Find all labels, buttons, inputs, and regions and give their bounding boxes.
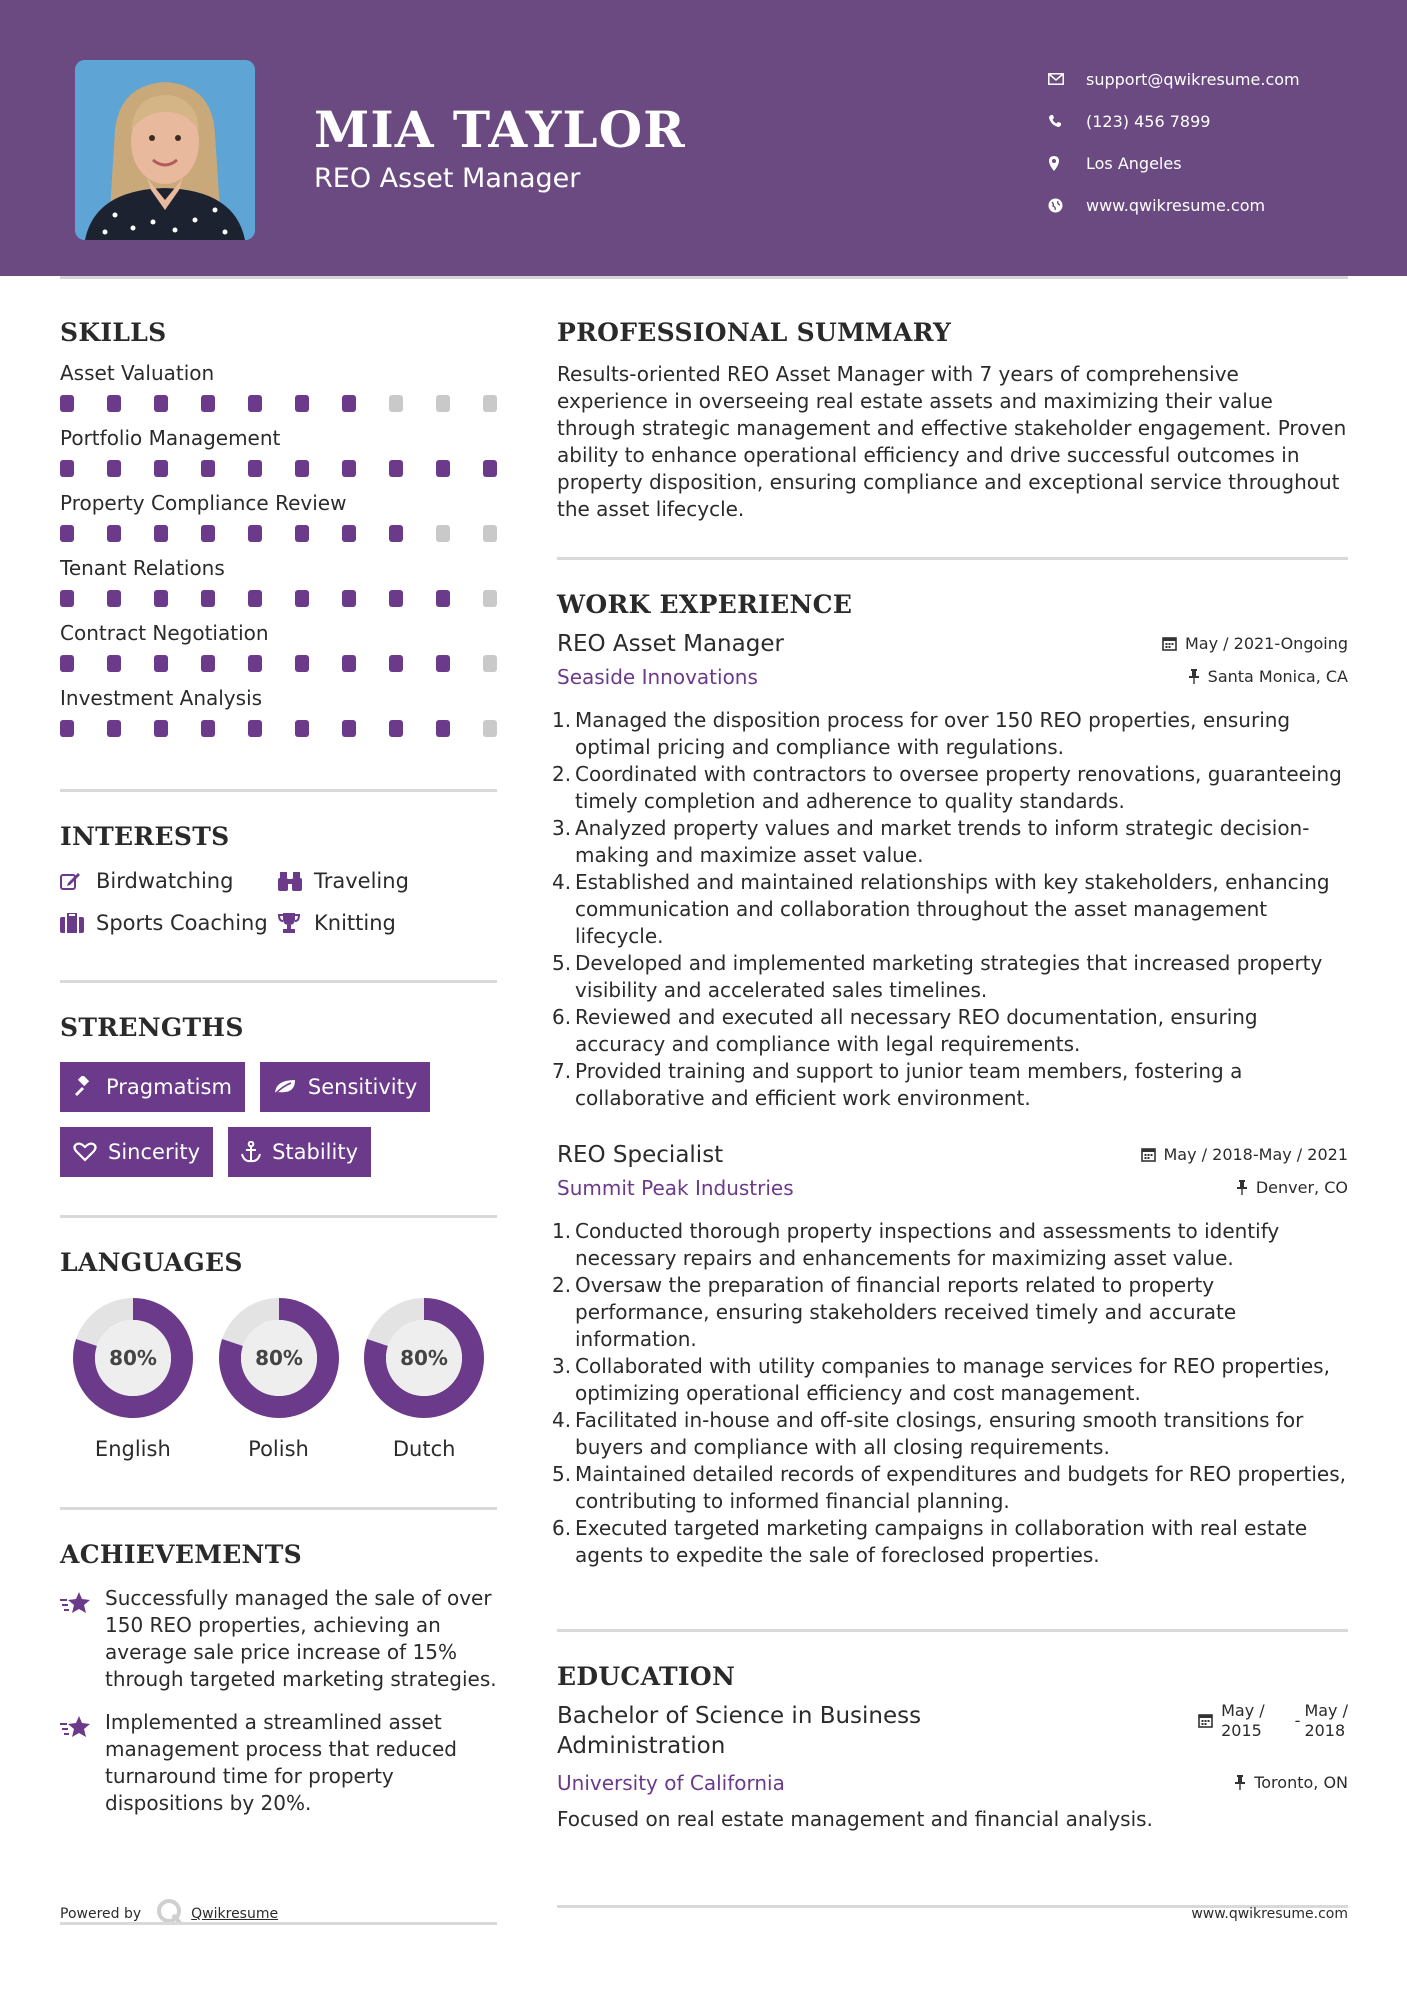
right-column bbox=[552, 318, 1348, 1831]
footer-url[interactable]: www.qwikresume.com bbox=[1191, 1906, 1348, 1922]
candidate-name: MIA TAYLOR bbox=[314, 100, 686, 159]
skill-name: Property Compliance Review bbox=[60, 491, 347, 515]
job-location-text: Santa Monica, CA bbox=[1207, 667, 1348, 686]
job-dates bbox=[1162, 634, 1348, 653]
skill-dot-filled bbox=[295, 460, 309, 477]
calendar-icon bbox=[1198, 1713, 1213, 1728]
skill-item bbox=[60, 361, 497, 412]
skill-item bbox=[60, 621, 497, 672]
header-divider bbox=[60, 276, 1348, 279]
job-title: REO Specialist bbox=[557, 1142, 724, 1168]
skills-list bbox=[60, 361, 497, 737]
language-name: Polish bbox=[248, 1437, 309, 1461]
contact-phone-text: (123) 456 7899 bbox=[1086, 111, 1211, 131]
list-item: 3. Collaborated with utility companies to manage services for REO properties, optimizing operational efficiency and cost management. bbox=[552, 1354, 1330, 1405]
company-name: Summit Peak Industries bbox=[557, 1176, 794, 1200]
summary-text: Results-oriented REO Asset Manager with 7 years of comprehensive experience in overseeing real estate assets and maximizing their value through strategic management and effective stakeholder engagement. Proven ability to enhance operational efficiency and drive successful outcomes in property disposition, ensuring compliance and exceptional service throughout the asset lifecycle. bbox=[557, 362, 1347, 521]
skill-dot-filled bbox=[248, 525, 262, 542]
list-item: 1. Conducted thorough property inspections and assessments to identify necessary repairs and enhancements for maximizing asset value. bbox=[552, 1219, 1280, 1270]
skill-name: Investment Analysis bbox=[60, 686, 263, 710]
pushpin-icon bbox=[1188, 669, 1200, 684]
calendar-icon bbox=[1141, 1147, 1156, 1162]
language-name: Dutch bbox=[392, 1437, 456, 1461]
job-dates bbox=[1141, 1145, 1349, 1164]
list-item: 4. Established and maintained relationships with key stakeholders, enhancing communication and collaboration throughout the asset management lifecycle. bbox=[552, 870, 1330, 948]
skill-dot-empty bbox=[436, 525, 450, 542]
skill-dot-filled bbox=[60, 590, 74, 607]
strength-tag bbox=[260, 1062, 430, 1112]
language-item bbox=[206, 1297, 352, 1461]
skill-dot-empty bbox=[483, 525, 497, 542]
strength-tag bbox=[60, 1062, 245, 1112]
list-item: 5. Developed and implemented marketing strategies that increased property visibility and accelerated sales timelines. bbox=[552, 951, 1323, 1002]
list-item: 7. Provided training and support to junior team members, fostering a collaborative and efficient work environment. bbox=[552, 1059, 1243, 1110]
education-entry bbox=[557, 1701, 1348, 1761]
skill-name: Asset Valuation bbox=[60, 361, 215, 385]
interest-label: Traveling bbox=[314, 869, 409, 893]
skill-dot-filled bbox=[248, 655, 262, 672]
achievement-item bbox=[60, 1709, 497, 1817]
company-name: Seaside Innovations bbox=[557, 665, 758, 689]
trophy-icon bbox=[278, 912, 314, 934]
qwikresume-link[interactable]: Qwikresume bbox=[191, 1906, 279, 1922]
skill-item bbox=[60, 491, 497, 542]
skill-dot-filled bbox=[295, 720, 309, 737]
list-item: 5. Maintained detailed records of expenditures and budgets for REO properties, contributing to informed financial planning. bbox=[552, 1462, 1346, 1513]
list-item: 1. Managed the disposition process for over 150 REO properties, ensuring optimal pricing and compliance with regulations. bbox=[552, 708, 1291, 759]
achievements-title: ACHIEVEMENTS bbox=[60, 1540, 302, 1569]
skill-dot-filled bbox=[154, 720, 168, 737]
skill-dot-filled bbox=[107, 395, 121, 412]
interest-label: Birdwatching bbox=[96, 869, 234, 893]
skill-dot-filled bbox=[295, 590, 309, 607]
language-name: English bbox=[94, 1437, 171, 1461]
skill-item bbox=[60, 686, 497, 737]
skill-item bbox=[60, 426, 497, 477]
footer-divider-left bbox=[60, 1922, 497, 1925]
school-location: Toronto, ON bbox=[1234, 1773, 1348, 1792]
resume-header bbox=[0, 0, 1407, 276]
skill-item bbox=[60, 556, 497, 607]
envelope-icon bbox=[1048, 73, 1086, 85]
job-responsibilities bbox=[552, 707, 1348, 1112]
strengths-list bbox=[60, 1062, 497, 1177]
skill-dot-filled bbox=[389, 525, 403, 542]
degree-name: Bachelor of Science in Business Administration bbox=[557, 1703, 922, 1759]
skill-dot-filled bbox=[107, 460, 121, 477]
leaf-icon bbox=[273, 1078, 297, 1096]
star-icon bbox=[60, 1585, 105, 1693]
skill-dot-filled bbox=[60, 655, 74, 672]
skill-dot-empty bbox=[483, 395, 497, 412]
skill-dot-filled bbox=[60, 460, 74, 477]
heart-icon bbox=[73, 1142, 97, 1162]
language-item bbox=[60, 1297, 206, 1461]
skill-dot-filled bbox=[389, 590, 403, 607]
skill-dot-filled bbox=[201, 525, 215, 542]
divider bbox=[60, 789, 497, 792]
skill-dot-filled bbox=[154, 395, 168, 412]
divider bbox=[557, 557, 1348, 560]
skill-dot-filled bbox=[60, 525, 74, 542]
skill-dot-filled bbox=[342, 525, 356, 542]
skill-dot-filled bbox=[248, 720, 262, 737]
contact-phone[interactable] bbox=[1048, 100, 1300, 142]
skill-dot-filled bbox=[201, 720, 215, 737]
interest-item bbox=[60, 869, 278, 893]
language-item bbox=[351, 1297, 497, 1461]
skill-dot-filled bbox=[483, 460, 497, 477]
skill-dot-filled bbox=[107, 590, 121, 607]
job-location bbox=[1188, 667, 1348, 686]
svg-text:80%: 80% bbox=[108, 1346, 157, 1370]
achievement-text: Implemented a streamlined asset management process that reduced turnaround time for property dispositions by 20%. bbox=[105, 1710, 457, 1815]
skill-dot-empty bbox=[483, 590, 497, 607]
education-dates: May / 2015 - May / 2018 bbox=[1198, 1701, 1348, 1761]
job-dates-text: May / 2021-Ongoing bbox=[1185, 634, 1348, 653]
divider bbox=[60, 1507, 497, 1510]
list-item: 2. Oversaw the preparation of financial reports related to property performance, ensuring stakeholders received timely and accurate information. bbox=[552, 1273, 1237, 1351]
skill-dot-filled bbox=[107, 655, 121, 672]
skill-dot-filled bbox=[342, 590, 356, 607]
job-location bbox=[1236, 1178, 1348, 1197]
languages-list bbox=[60, 1297, 497, 1461]
skill-dot-empty bbox=[389, 395, 403, 412]
language-ring bbox=[72, 1297, 194, 1419]
skill-dot-filled bbox=[248, 590, 262, 607]
skill-dot-filled bbox=[60, 395, 74, 412]
job-responsibilities bbox=[552, 1218, 1348, 1569]
list-item: 2. Coordinated with contractors to oversee property renovations, guaranteeing timely completion and adherence to quality standards. bbox=[552, 762, 1342, 813]
interest-item bbox=[278, 869, 497, 893]
interest-item bbox=[278, 911, 497, 935]
job-entry bbox=[552, 631, 1348, 1112]
interest-item bbox=[60, 911, 278, 935]
list-item: 6. Executed targeted marketing campaigns in collaboration with real estate agents to expedite the sale of foreclosed properties. bbox=[552, 1516, 1308, 1567]
calendar-icon bbox=[1162, 636, 1177, 651]
strengths-title: STRENGTHS bbox=[60, 1013, 244, 1042]
phone-icon bbox=[1048, 114, 1086, 128]
strength-label: Sincerity bbox=[108, 1140, 201, 1164]
skill-name: Contract Negotiation bbox=[60, 621, 269, 645]
skill-dot-empty bbox=[436, 395, 450, 412]
job-location-text: Denver, CO bbox=[1255, 1178, 1348, 1197]
interests-title: INTERESTS bbox=[60, 822, 230, 851]
svg-text:80%: 80% bbox=[254, 1346, 303, 1370]
contact-location bbox=[1048, 142, 1300, 184]
job-dates-text: May / 2018-May / 2021 bbox=[1163, 1145, 1348, 1164]
divider bbox=[557, 1629, 1348, 1632]
skill-dot-filled bbox=[107, 525, 121, 542]
skills-title: SKILLS bbox=[60, 318, 167, 347]
skill-dot-filled bbox=[201, 655, 215, 672]
globe-icon bbox=[1048, 198, 1086, 213]
summary-title: PROFESSIONAL SUMMARY bbox=[557, 318, 952, 347]
skill-dot-filled bbox=[436, 460, 450, 477]
binoculars-icon bbox=[278, 870, 314, 892]
contact-website-text: www.qwikresume.com bbox=[1086, 195, 1266, 215]
interest-label: Sports Coaching bbox=[96, 911, 268, 935]
job-entry bbox=[552, 1142, 1348, 1569]
skill-level-dots bbox=[60, 655, 497, 672]
skill-dot-filled bbox=[107, 720, 121, 737]
strength-label: Stability bbox=[272, 1140, 359, 1164]
job-title: REO Asset Manager bbox=[557, 631, 784, 657]
languages-title: LANGUAGES bbox=[60, 1248, 243, 1277]
strength-label: Sensitivity bbox=[307, 1075, 418, 1099]
map-pin-icon bbox=[1048, 156, 1086, 171]
list-item: 3. Analyzed property values and market trends to inform strategic decision-making and maximize asset value. bbox=[552, 816, 1310, 867]
contact-email[interactable] bbox=[1048, 58, 1300, 100]
list-item: 6. Reviewed and executed all necessary REO documentation, ensuring accuracy and compliance with legal requirements. bbox=[552, 1005, 1258, 1056]
experience-title: WORK EXPERIENCE bbox=[557, 590, 853, 619]
star-icon bbox=[60, 1709, 105, 1817]
skill-dot-filled bbox=[342, 720, 356, 737]
contact-website[interactable] bbox=[1048, 184, 1300, 226]
skill-level-dots bbox=[60, 590, 497, 607]
skill-dot-filled bbox=[201, 460, 215, 477]
language-ring bbox=[218, 1297, 340, 1419]
skill-dot-filled bbox=[342, 460, 356, 477]
skill-level-dots bbox=[60, 720, 497, 737]
skill-level-dots bbox=[60, 525, 497, 542]
skill-dot-filled bbox=[436, 590, 450, 607]
strength-tag bbox=[228, 1127, 371, 1177]
achievement-text: Successfully managed the sale of over 150 REO properties, achieving an average sale price increase of 15% through targeted marketing strategies. bbox=[105, 1586, 497, 1691]
skill-dot-filled bbox=[201, 395, 215, 412]
skill-dot-filled bbox=[295, 395, 309, 412]
candidate-role: REO Asset Manager bbox=[314, 163, 581, 194]
school-name: University of California bbox=[557, 1771, 785, 1795]
skill-dot-filled bbox=[389, 460, 403, 477]
interest-label: Knitting bbox=[314, 911, 396, 935]
svg-text:80%: 80% bbox=[400, 1346, 449, 1370]
contact-location-text: Los Angeles bbox=[1086, 153, 1182, 173]
skill-dot-filled bbox=[342, 395, 356, 412]
contact-email-text: support@qwikresume.com bbox=[1086, 69, 1300, 89]
list-item: 4. Facilitated in-house and off-site closings, ensuring smooth transitions for buyers and compliance with all closing requirements. bbox=[552, 1408, 1304, 1459]
skill-dot-filled bbox=[295, 525, 309, 542]
interests-list bbox=[60, 869, 497, 935]
skill-level-dots bbox=[60, 395, 497, 412]
qwikresume-logo-icon bbox=[155, 1897, 185, 1931]
skill-dot-empty bbox=[483, 720, 497, 737]
skill-dot-filled bbox=[342, 655, 356, 672]
suitcase-icon bbox=[60, 913, 96, 933]
language-ring bbox=[363, 1297, 485, 1419]
left-column bbox=[60, 318, 497, 1817]
divider bbox=[60, 1215, 497, 1218]
powered-by-text: Powered by bbox=[60, 1906, 142, 1922]
skill-dot-filled bbox=[295, 655, 309, 672]
skill-level-dots bbox=[60, 460, 497, 477]
contact-list bbox=[1048, 58, 1300, 226]
strength-tag bbox=[60, 1127, 213, 1177]
edit-icon bbox=[60, 871, 96, 891]
skill-dot-empty bbox=[483, 655, 497, 672]
skill-dot-filled bbox=[389, 720, 403, 737]
skill-dot-filled bbox=[248, 395, 262, 412]
powered-by bbox=[60, 1897, 278, 1931]
education-description: Focused on real estate management and financial analysis. bbox=[557, 1807, 1153, 1831]
divider bbox=[60, 980, 497, 983]
skill-dot-filled bbox=[248, 460, 262, 477]
skill-dot-filled bbox=[436, 655, 450, 672]
achievement-item bbox=[60, 1585, 497, 1693]
education-title: EDUCATION bbox=[557, 1662, 736, 1691]
skill-dot-filled bbox=[436, 720, 450, 737]
skill-dot-filled bbox=[60, 720, 74, 737]
skill-dot-filled bbox=[154, 655, 168, 672]
skill-name: Portfolio Management bbox=[60, 426, 281, 450]
skill-dot-filled bbox=[154, 460, 168, 477]
pushpin-icon bbox=[1234, 1775, 1246, 1790]
skill-dot-filled bbox=[154, 590, 168, 607]
skill-name: Tenant Relations bbox=[60, 556, 225, 580]
anchor-icon bbox=[241, 1141, 261, 1163]
gavel-icon bbox=[73, 1076, 95, 1098]
skill-dot-filled bbox=[201, 590, 215, 607]
skill-dot-filled bbox=[154, 525, 168, 542]
skill-dot-filled bbox=[389, 655, 403, 672]
profile-photo bbox=[75, 60, 255, 240]
pushpin-icon bbox=[1236, 1180, 1248, 1195]
strength-label: Pragmatism bbox=[106, 1075, 232, 1099]
